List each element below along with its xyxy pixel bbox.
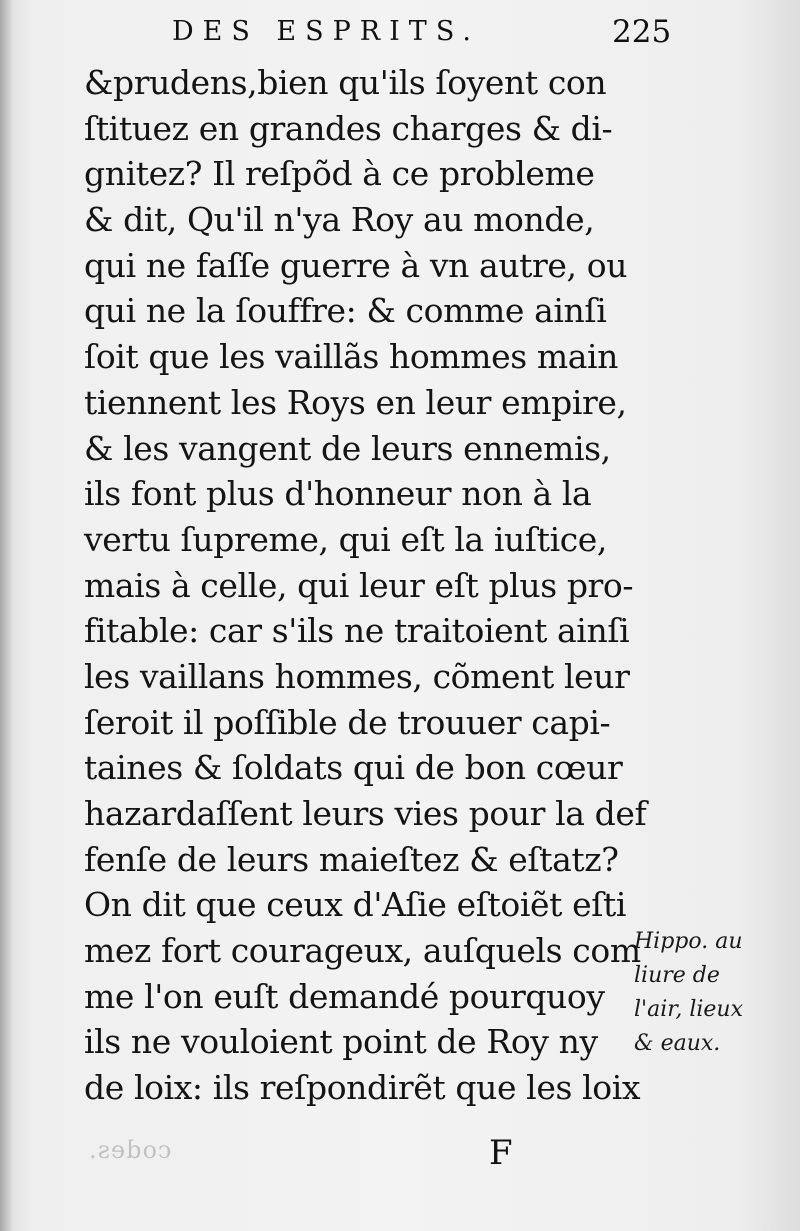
text-line: ils font plus d'honneur non à la bbox=[84, 474, 592, 514]
marginal-note-line: & eaux. bbox=[634, 1031, 721, 1056]
text-line: ſeroit il poſſible de trouuer capi- bbox=[84, 702, 611, 742]
text-line: qui ne faſſe guerre à vn autre, ou bbox=[84, 245, 628, 285]
text-line: ſtituez en grandes charges & di- bbox=[84, 108, 613, 148]
marginal-note bbox=[634, 925, 794, 1061]
text-line: mez fort courageux, auſquels com bbox=[84, 931, 641, 971]
marginal-note-line: liure de bbox=[634, 963, 720, 988]
text-line: de loix: ils reſpondirẽt que les loix bbox=[84, 1068, 641, 1108]
text-line: me l'on euſt demandé pourquoy bbox=[84, 976, 605, 1016]
page-number: 225 bbox=[612, 14, 672, 50]
marginal-note-line: Hippo. au bbox=[634, 929, 743, 954]
text-line: vertu ſupreme, qui eſt la iuſtice, bbox=[84, 519, 608, 559]
text-line: gnitez? Il reſpõd à ce probleme bbox=[84, 154, 595, 194]
text-line: On dit que ceux d'Aſie eſtoiẽt eſti bbox=[84, 885, 627, 925]
text-line: &prudens,bien qu'ils ſoyent con bbox=[84, 63, 607, 102]
text-line: & les vangent de leurs ennemis, bbox=[84, 428, 611, 468]
text-line: mais à celle, qui leur eſt plus pro- bbox=[84, 565, 634, 605]
page-header bbox=[172, 14, 672, 54]
page-gutter-edge bbox=[0, 0, 12, 1231]
text-line: les vaillans hommes, cõment leur bbox=[84, 656, 630, 696]
bleed-through-text: codes. bbox=[88, 1136, 172, 1164]
text-line: qui ne la ſouffre: & comme ainſi bbox=[84, 291, 607, 331]
text-line: ils ne vouloient point de Roy ny bbox=[84, 1022, 598, 1062]
text-line: taines & ſoldats qui de bon cœur bbox=[84, 748, 623, 788]
running-head: DES ESPRITS. bbox=[172, 16, 480, 47]
body-text bbox=[84, 60, 647, 1111]
text-line: fitable: car s'ils ne traitoient ainſi bbox=[84, 611, 630, 651]
text-line: fenſe de leurs maieſtez & eſtatz? bbox=[84, 839, 619, 879]
text-line: & dit, Qu'il n'ya Roy au monde, bbox=[84, 200, 595, 240]
text-line: hazardaſſent leurs vies pour la def bbox=[84, 794, 647, 833]
signature-mark: F bbox=[489, 1133, 513, 1173]
text-line: tiennent les Roys en leur empire, bbox=[84, 382, 627, 422]
text-line: ſoit que les vaillãs hommes main bbox=[84, 337, 619, 377]
marginal-note-line: l'air, lieux bbox=[634, 997, 743, 1022]
